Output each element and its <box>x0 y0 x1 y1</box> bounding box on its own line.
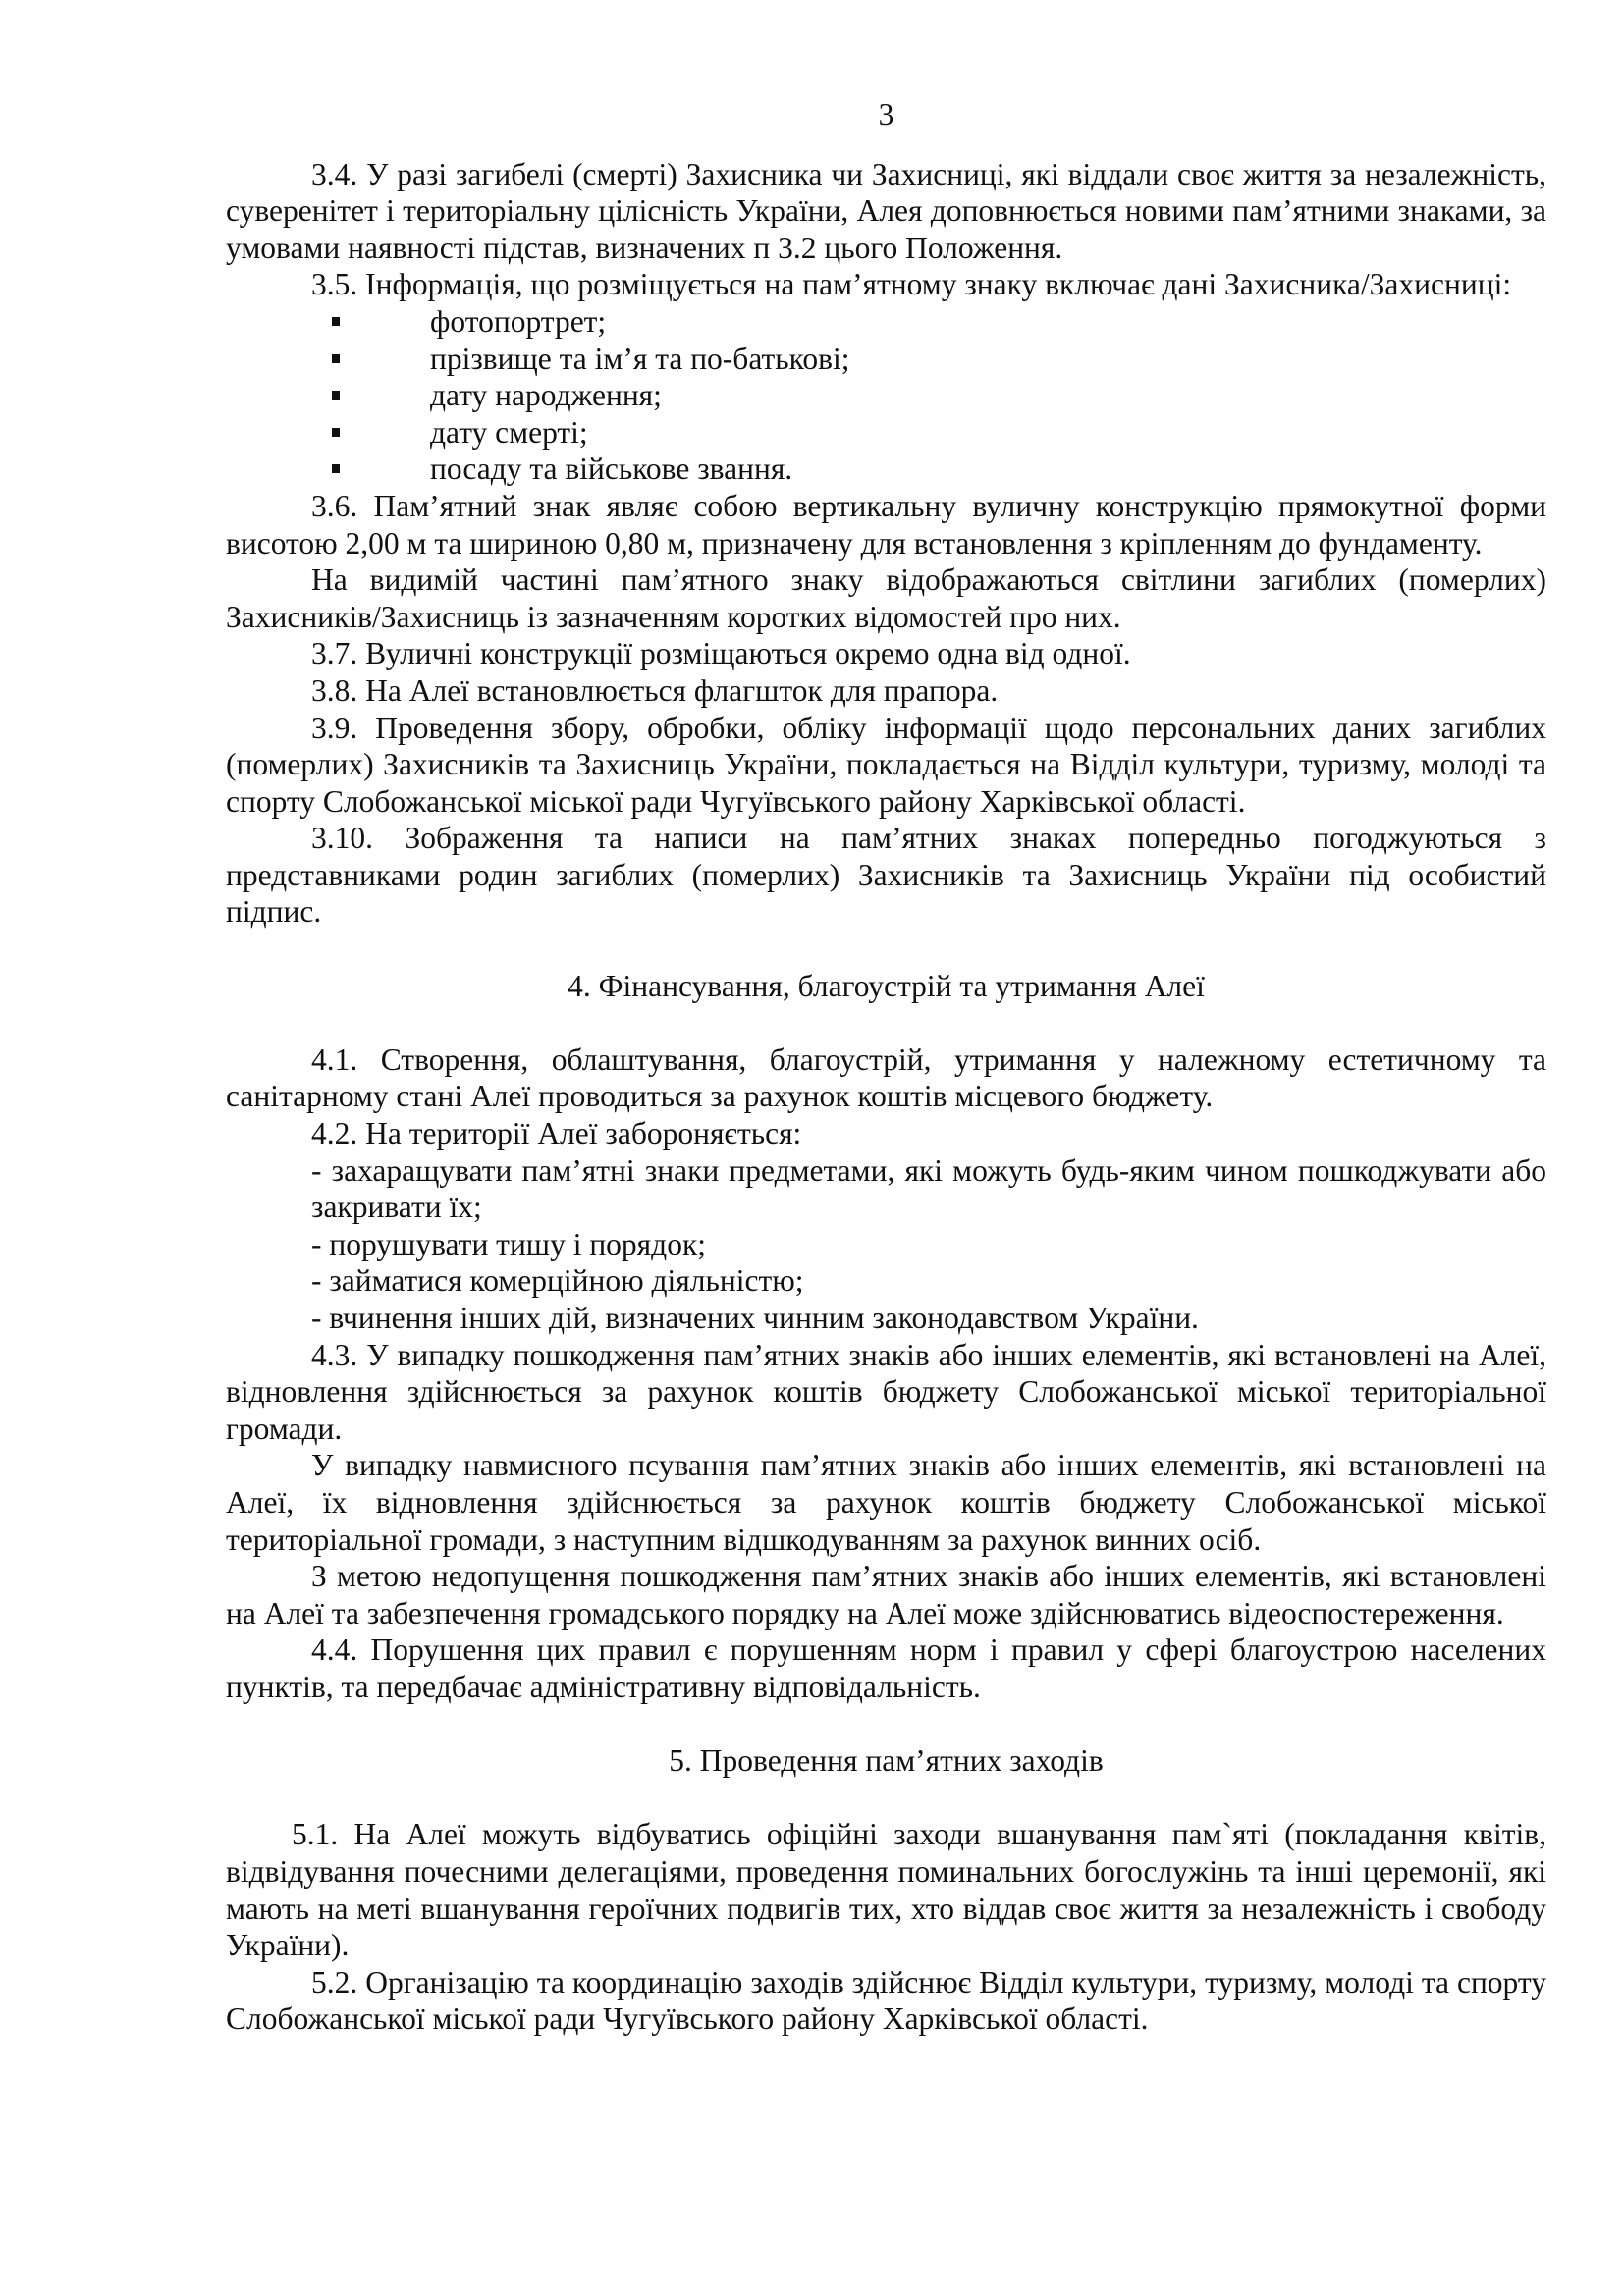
prohibition-item: - вчинення інших дій, визначених чинним законодавством України. <box>311 1301 1199 1335</box>
document-page <box>226 96 1546 2038</box>
list-item: прізвище та ім’я та по-батькові; <box>226 341 1546 378</box>
page-number: 3 <box>878 97 894 132</box>
paragraph-3-5: 3.5. Інформація, що розміщується на пам’ятному знаку включає дані Захисника/Захисниці: <box>311 267 1512 302</box>
prohibition-item: - захаращувати пам’ятні знаки предметами, які можуть будь-яким чином пошкоджувати або закривати їх; <box>311 1152 1546 1225</box>
list-item: дату народження; <box>226 377 1546 414</box>
paragraph-3-6-continued: На видимій частині пам’ятного знаку відображаються світлини загиблих (померлих) Захисників/Захисниць із зазначенням коротких відомостей про них. <box>226 562 1546 634</box>
paragraph-4-1: 4.1. Створення, облаштування, благоустрій, утримання у належному естетичному та санітарному стані Алеї проводиться за рахунок коштів місцевого бюджету. <box>226 1041 1546 1114</box>
prohibition-item: - порушувати тишу і порядок; <box>311 1226 706 1261</box>
paragraph-5-1: 5.1. На Алеї можуть відбуватись офіційні заходи вшанування пам`яті (покладання квітів, відвідування почесними делегаціями, проведення поминальних богослужінь та інші церемонії, які мають на меті вшанування героїчних подвигів тих, хто віддав своє життя за незалежність і свободу України). <box>226 1817 1546 1963</box>
paragraph-4-2: 4.2. На території Алеї забороняється: <box>311 1116 802 1151</box>
paragraph-4-3-video: З метою недопущення пошкодження пам’ятних знаків або інших елементів, які встановлені на Алеї та забезпечення громадського порядку на Алеї може здійснюватись відеоспостереження. <box>226 1559 1546 1630</box>
paragraph-4-3: 4.3. У випадку пошкодження пам’ятних знаків або інших елементів, які встановлені на Алеї, відновлення здійснюється за рахунок коштів бюджету Слобожанської міської територіальної громади. <box>226 1337 1546 1446</box>
spacer <box>226 931 1546 968</box>
list-item: дату смерті; <box>226 414 1546 452</box>
square-bullet-icon <box>332 464 340 473</box>
paragraph-4-3-continued: У випадку навмисного псування пам’ятних знаків або інших елементів, які встановлені на Алеї, їх відновлення здійснюється за рахунок коштів бюджету Слобожанської міської територіальної громади, з наступним відшкодуванням за рахунок винних осіб. <box>226 1448 1546 1557</box>
square-bullet-icon <box>332 317 340 326</box>
paragraph-4-4: 4.4. Порушення цих правил є порушенням норм і правил у сфері благоустрою населених пунктів, та передбачає адміністративну відповідальність. <box>226 1632 1546 1704</box>
list-item: посаду та військове звання. <box>226 451 1546 488</box>
paragraph-5-2: 5.2. Організацію та координацію заходів здійснює Відділ культури, туризму, молоді та спорту Слобожанської міської ради Чугуївського району Харківської області. <box>226 1964 1546 2037</box>
spacer <box>226 1004 1546 1041</box>
square-bullet-icon <box>332 391 340 400</box>
list-item: фотопортрет; <box>226 303 1546 341</box>
square-bullet-icon <box>332 354 340 363</box>
paragraph-3-6: 3.6. Пам’ятний знак являє собою вертикальну вуличну конструкцію прямокутної форми висотою 2,00 м та шириною 0,80 м, призначену для встановлення з кріпленням до фундаменту. <box>226 488 1546 561</box>
paragraph-3-10: 3.10. Зображення та написи на пам’ятних знаках попередньо погоджуються з представниками родин загиблих (померлих) Захисників та Захисниць України під особистий підпис. <box>226 821 1546 930</box>
paragraph-3-8: 3.8. На Алеї встановлюється флагшток для прапора. <box>311 672 999 708</box>
spacer <box>226 1780 1546 1817</box>
square-bullet-icon <box>332 428 340 437</box>
paragraph-3-7: 3.7. Вуличні конструкції розміщаються окремо одна від одної. <box>311 636 1131 671</box>
section-5-heading: 5. Проведення пам’ятних заходів <box>669 1743 1104 1779</box>
prohibition-item: - займатися комерційною діяльністю; <box>311 1263 804 1299</box>
section-4-heading: 4. Фінансування, благоустрій та утримання Алеї <box>568 968 1205 1003</box>
paragraph-3-9: 3.9. Проведення збору, обробки, обліку інформації щодо персональних даних загиблих (померлих) Захисників та Захисниць України, покладається на Відділ культури, туризму, молоді та спорту Слобожанської міської ради Чугуївського району Харківської області. <box>226 710 1546 819</box>
info-bullet-list <box>226 303 1546 488</box>
paragraph-3-4: 3.4. У разі загибелі (смерті) Захисника чи Захисниці, які віддали своє життя за незалежність, суверенітет і територіальну цілісність України, Алея доповнюється новими пам’ятними знаками, за умовами наявності підстав, визначених п 3.2 цього Положення. <box>226 156 1546 265</box>
spacer <box>226 1706 1546 1743</box>
